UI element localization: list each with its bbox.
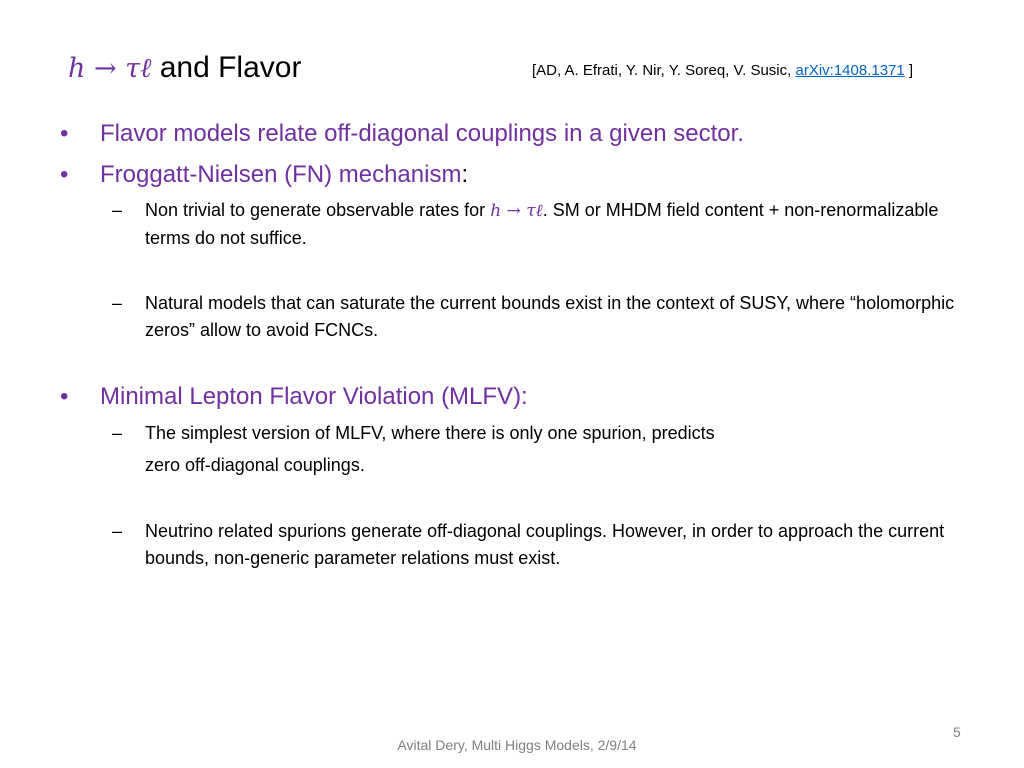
inline-math: h → τℓ [490, 201, 543, 221]
bullet-marker: • [60, 383, 69, 410]
sub-text-pre: Non trivial to generate observable rates for [145, 200, 491, 220]
sub-bullet-text [145, 420, 972, 479]
title-math: h → τℓ [68, 53, 152, 84]
title-text: and Flavor [151, 51, 302, 84]
arxiv-link[interactable]: arXiv:1408.1371 [795, 62, 905, 79]
bullet-text [100, 160, 468, 190]
sub-text-line2: zero off-diagonal couplings. [145, 455, 365, 475]
sub-text-line1: The simplest version of MLFV, where there is only one spurion, predicts [145, 423, 715, 443]
slide-title [68, 48, 301, 89]
sub-bullet-text [145, 197, 972, 252]
bullet-marker: • [60, 161, 69, 188]
citation [532, 61, 913, 81]
citation-prefix: [AD, A. Efrati, Y. Nir, Y. Soreq, V. Susic, [532, 62, 796, 79]
fn-label: Froggatt-Nielsen (FN) mechanism [100, 161, 462, 188]
sub-bullet-text: Natural models that can saturate the current bounds exist in the context of SUSY, where “holomorphic zeros” allow to avoid FCNCs. [145, 293, 955, 340]
slide-footer: Avital Dery, Multi Higgs Models, 2/9/14 [397, 737, 637, 753]
fn-colon: : [461, 161, 469, 188]
citation-suffix: ] [904, 62, 914, 79]
dash-marker: – [112, 200, 123, 220]
dash-marker: – [112, 521, 123, 541]
sub-bullet-text: Neutrino related spurions generate off-diagonal couplings. However, in order to approach the current bounds, non-generic parameter relations must exist. [145, 521, 945, 568]
bullet-marker: • [60, 120, 69, 147]
bullet-text: Minimal Lepton Flavor Violation (MLFV): [100, 383, 528, 410]
page-number: 5 [953, 724, 961, 740]
bullet-text: Flavor models relate off-diagonal couplings in a given sector. [100, 120, 744, 147]
sub-text-post: . SM or MHDM field content + non-renormalizable terms do not suffice. [145, 200, 939, 248]
dash-marker: – [112, 293, 123, 313]
dash-marker: – [112, 423, 123, 443]
